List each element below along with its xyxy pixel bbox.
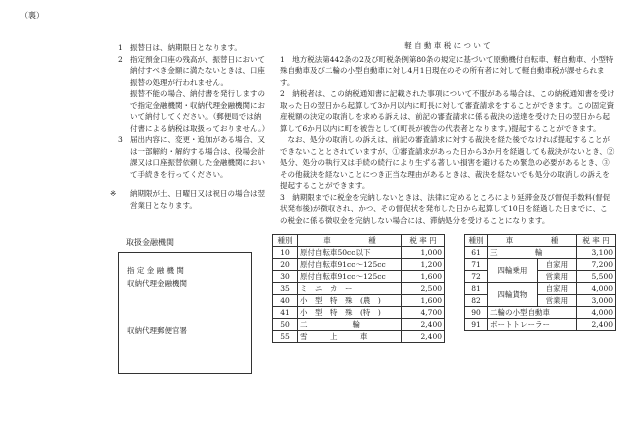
note-number: 2 bbox=[118, 54, 123, 64]
table-header-row bbox=[465, 235, 616, 247]
row-rate: 2,400 bbox=[402, 319, 445, 331]
note-number: 1 bbox=[118, 43, 123, 52]
row-type: 小 型 特 殊 (農 ) bbox=[298, 295, 402, 307]
row-code: 91 bbox=[465, 319, 488, 331]
row-rate: 4,000 bbox=[577, 307, 616, 319]
header-rate: 税 率 円 bbox=[577, 235, 616, 247]
row-rate: 1,200 bbox=[402, 259, 445, 271]
tax-paragraph: 3 納期限までに税金を完納しないときは、法律に定めるところにより延滞金及び督促手数料(督促状発布後)が徴収され、かつ、その督促状を発布した日から起算して10日を経過した日までに、この税金に係る徴収金を完納しない場合には、滞納処分を受けることになります。 bbox=[280, 192, 611, 225]
note-text: 届出内容に、変更・追加がある場合、又は一部解約・解約する場合は、役場会計課又は口座振替依頼した金融機関において手続きを行ってください。 bbox=[130, 135, 265, 179]
table-row bbox=[273, 319, 445, 331]
row-code: 50 bbox=[273, 319, 298, 331]
footnote-text: 納期限が土、日曜日又は祝日の場合は翌営業日となります。 bbox=[130, 189, 265, 210]
table-row bbox=[465, 283, 616, 295]
row-type: 原付自転車50cc以下 bbox=[298, 247, 402, 259]
row-rate: 7,200 bbox=[577, 259, 616, 271]
row-rate: 4,000 bbox=[577, 283, 616, 295]
tax-notice bbox=[280, 40, 615, 226]
note-number bbox=[118, 88, 130, 134]
row-type: ボートトレーラー bbox=[488, 319, 577, 331]
institution-line: 指 定 金 融 機 関 bbox=[127, 266, 184, 275]
table-row bbox=[273, 247, 445, 259]
rate-table-left bbox=[272, 234, 445, 343]
table-row bbox=[465, 247, 616, 259]
table-row bbox=[273, 295, 445, 307]
table-row bbox=[273, 271, 445, 283]
rate-table-right bbox=[464, 234, 616, 331]
header-code: 種別 bbox=[273, 235, 298, 247]
note-item bbox=[118, 88, 268, 134]
tax-paragraph: なお、処分の取消しの訴えは、前記の審査請求に対する裁決を経た後でなければ提起することができないこととされていますが、①審査請求があった日から3か月を経過しても裁決がないとき、②処分、処分の執行又は手続の続行により生ずる著しい損害を避けるため緊急の必要があるとき、③その他裁決を経ないことにつき正当な理由があるときは、裁決を経ないでも処分の取消しの訴えを提起することができます。 bbox=[280, 135, 615, 190]
row-type: 二 輪 bbox=[298, 319, 402, 331]
row-type: 二輪の小型自動車 bbox=[488, 307, 577, 319]
tax-paragraph: 2 納税者は、この納税通知書に記載された事項について不服がある場合は、この納税通知書を受け取った日の翌日から起算して3か月以内に町長に対して審査請求をすることができます。この固定資産税額の決定の取消しを求める訴えは、前記の審査請求に係る裁決の送達を受けた日の翌日から起算して6か月以内に町を被告として(町長が被告の代表者となります。)提起することができます。 bbox=[280, 89, 615, 133]
row-rate: 3,000 bbox=[577, 295, 616, 307]
header-rate: 税 率 円 bbox=[402, 235, 445, 247]
institution-line: 収納代理郵便官署 bbox=[127, 326, 187, 335]
table-row bbox=[465, 259, 616, 271]
row-rate: 2,400 bbox=[402, 331, 445, 343]
note-item bbox=[118, 134, 268, 180]
table-row bbox=[465, 307, 616, 319]
row-sub: 営業用 bbox=[537, 271, 576, 283]
row-type: 原付自転車91cc～125cc bbox=[298, 271, 402, 283]
row-code: 55 bbox=[273, 331, 298, 343]
tax-paragraph: 1 地方税法第442条の2及び町税条例第80条の規定に基づいて原動機付自転車、軽自動車、小型特殊自動車及び二輪の小型自動車に対し4月1日現在のその所有者に対して軽自動車税が課せられます。 bbox=[280, 54, 614, 87]
row-group: 四輪貨物 bbox=[488, 283, 538, 307]
footnote-mark: ※ bbox=[110, 189, 117, 198]
institutions-box bbox=[118, 252, 252, 374]
row-code: 61 bbox=[465, 247, 488, 259]
table-row bbox=[273, 259, 445, 271]
table-row bbox=[465, 319, 616, 331]
table-row bbox=[273, 307, 445, 319]
tax-notice-title: 軽 自 動 車 税 に つ い て bbox=[404, 41, 491, 50]
table-row bbox=[465, 271, 616, 283]
header-type: 車 種 bbox=[298, 235, 402, 247]
row-code: 71 bbox=[465, 259, 488, 271]
note-text: 振替日は、納期限日となります。 bbox=[130, 43, 242, 52]
row-code: 30 bbox=[273, 271, 298, 283]
row-type: ミ ニ カ ー bbox=[298, 283, 402, 295]
note-item bbox=[118, 42, 268, 54]
row-code: 35 bbox=[273, 283, 298, 295]
left-notes bbox=[110, 42, 270, 211]
row-sub: 自家用 bbox=[537, 283, 576, 295]
institutions-heading: 取扱金融機関 bbox=[126, 238, 174, 247]
row-rate: 5,500 bbox=[577, 271, 616, 283]
header-type: 車 種 bbox=[488, 235, 577, 247]
row-type: 原付自転車91cc～125cc bbox=[298, 259, 402, 271]
row-type: 三 輪 bbox=[488, 247, 577, 259]
row-type: 小 型 特 殊 (特 ) bbox=[298, 307, 402, 319]
note-text: 振替不能の場合、納付書を発行しますので指定金融機関・収納代理金融機関において納付してください。（郵便局では納付書による納税は取扱っておりません。） bbox=[130, 89, 270, 133]
row-code: 72 bbox=[465, 271, 488, 283]
table-row bbox=[273, 331, 445, 343]
note-text: 指定預金口座の残高が、振替日において納付すべき金額に満たないときは、口座振替の処理が行われません。 bbox=[130, 54, 265, 87]
row-code: 90 bbox=[465, 307, 488, 319]
table-row bbox=[273, 283, 445, 295]
row-type: 雪 上 車 bbox=[298, 331, 402, 343]
row-rate: 2,500 bbox=[402, 283, 445, 295]
header-code: 種別 bbox=[465, 235, 488, 247]
row-code: 20 bbox=[273, 259, 298, 271]
footnote bbox=[110, 188, 268, 211]
note-item bbox=[118, 54, 268, 89]
row-code: 40 bbox=[273, 295, 298, 307]
table-header-row bbox=[273, 235, 445, 247]
side-label: （裏） bbox=[20, 11, 44, 20]
row-rate: 1,600 bbox=[402, 295, 445, 307]
row-rate: 2,400 bbox=[577, 319, 616, 331]
row-code: 41 bbox=[273, 307, 298, 319]
row-group: 四輪乗用 bbox=[488, 259, 538, 283]
row-sub: 営業用 bbox=[537, 295, 576, 307]
row-sub: 自家用 bbox=[537, 259, 576, 271]
row-rate: 1,000 bbox=[402, 247, 445, 259]
row-rate: 3,100 bbox=[577, 247, 616, 259]
table-row bbox=[465, 295, 616, 307]
institution-line: 収納代理金融機関 bbox=[127, 279, 187, 288]
row-rate: 4,700 bbox=[402, 307, 445, 319]
note-number: 3 bbox=[118, 135, 123, 144]
row-rate: 1,600 bbox=[402, 271, 445, 283]
row-code: 82 bbox=[465, 295, 488, 307]
row-code: 10 bbox=[273, 247, 298, 259]
row-code: 81 bbox=[465, 283, 488, 295]
